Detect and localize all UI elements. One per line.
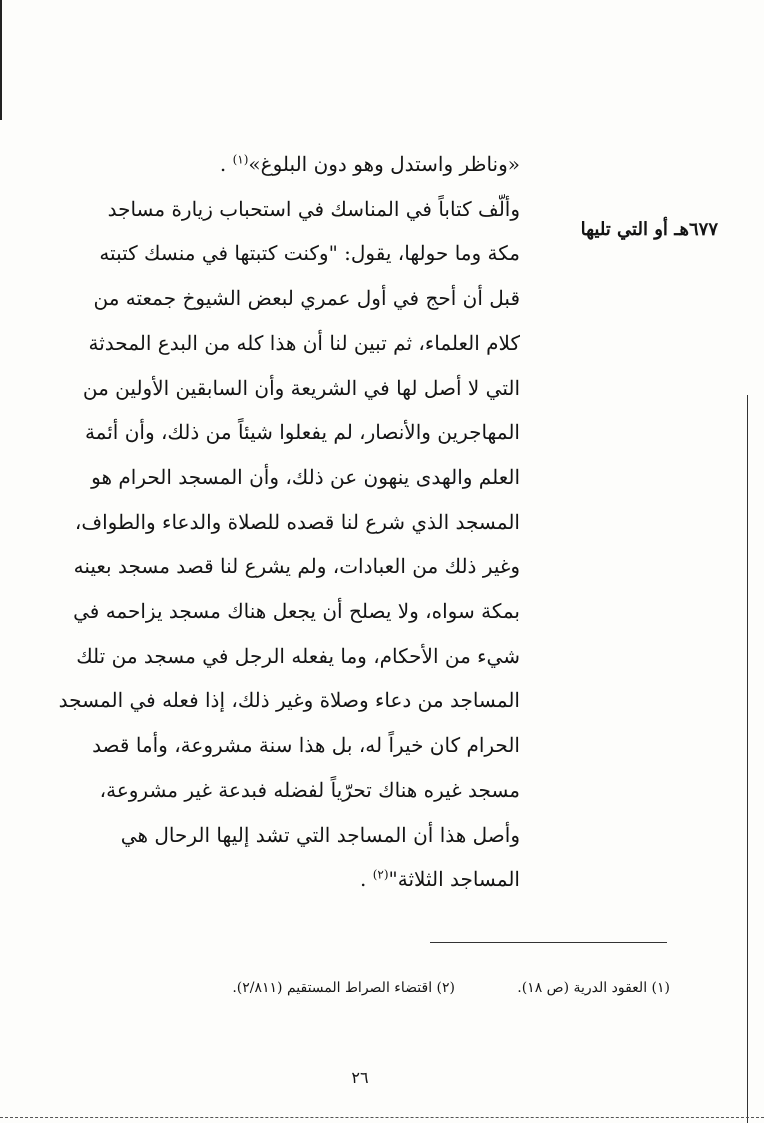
text-line: «وناظر واستدل وهو دون البلوغ»$^{(١)}$ .: [219, 152, 520, 176]
text-line: العلم والهدى ينهون عن ذلك، وأن المسجد الحرام هو: [91, 464, 520, 489]
footnote-ref-2[interactable]: (٢): [372, 867, 389, 882]
margin-note-date: ٦٧٧هـ أو التي تليها: [580, 219, 718, 240]
text-line: وغير ذلك من العبادات، ولم يشرع لنا قصد مسجد بعينه: [73, 554, 520, 579]
footnote-2: (٢) اقتضاء الصراط المستقيم (٢/٨١١).: [232, 980, 455, 996]
footnote-ref-1[interactable]: (١): [232, 152, 249, 167]
text-line: المساجد الثلاثة"$^{(٢)}$ .: [359, 867, 520, 892]
text-line: وأصل هذا أن المساجد التي تشد إليها الرحال هي: [120, 822, 520, 847]
text-line: المهاجرين والأنصار، لم يفعلوا شيئاً من ذلك، وأن أئمة: [84, 420, 520, 445]
scan-edge-left: [0, 0, 2, 120]
main-text: [40, 142, 520, 902]
text-line: مكة وما حولها، يقول: "وكنت كتبتها في منسك كتبته: [99, 241, 520, 266]
text-line: قبل أن أحج في أول عمري لبعض الشيوخ جمعته من: [93, 286, 520, 311]
text-line: شيء من الأحكام، وما يفعله الرجل في مسجد من تلك: [76, 643, 520, 668]
scan-edge-right: [747, 395, 748, 1123]
footnote-1: (١) العقود الدرية (ص ١٨).: [517, 980, 670, 996]
text-line: المساجد من دعاء وصلاة وغير ذلك، إذا فعله في المسجد: [58, 688, 520, 713]
text-line: وألّف كتاباً في المناسك في استحباب زيارة مساجد: [107, 196, 520, 221]
text-line: التي لا أصل لها في الشريعة وأن السابقين الأولين من: [82, 375, 520, 400]
text-line: كلام العلماء، ثم تبين لنا أن هذا كله من البدع المحدثة: [88, 330, 520, 355]
text-line: بمكة سواه، ولا يصلح أن يجعل هناك مسجد يزاحمه في: [73, 599, 520, 624]
footnote-separator: [430, 942, 667, 943]
text-line: الحرام كان خيراً له، بل هذا سنة مشروعة، وأما قصد: [92, 733, 520, 758]
page-number: ٢٦: [351, 1068, 369, 1087]
text-line: مسجد غيره هناك تحرّياً لفضله فبدعة غير مشروعة،: [99, 777, 520, 802]
text-line: المسجد الذي شرع لنا قصده للصلاة والدعاء والطواف،: [74, 509, 520, 534]
scan-bottom-rule: [0, 1117, 764, 1118]
